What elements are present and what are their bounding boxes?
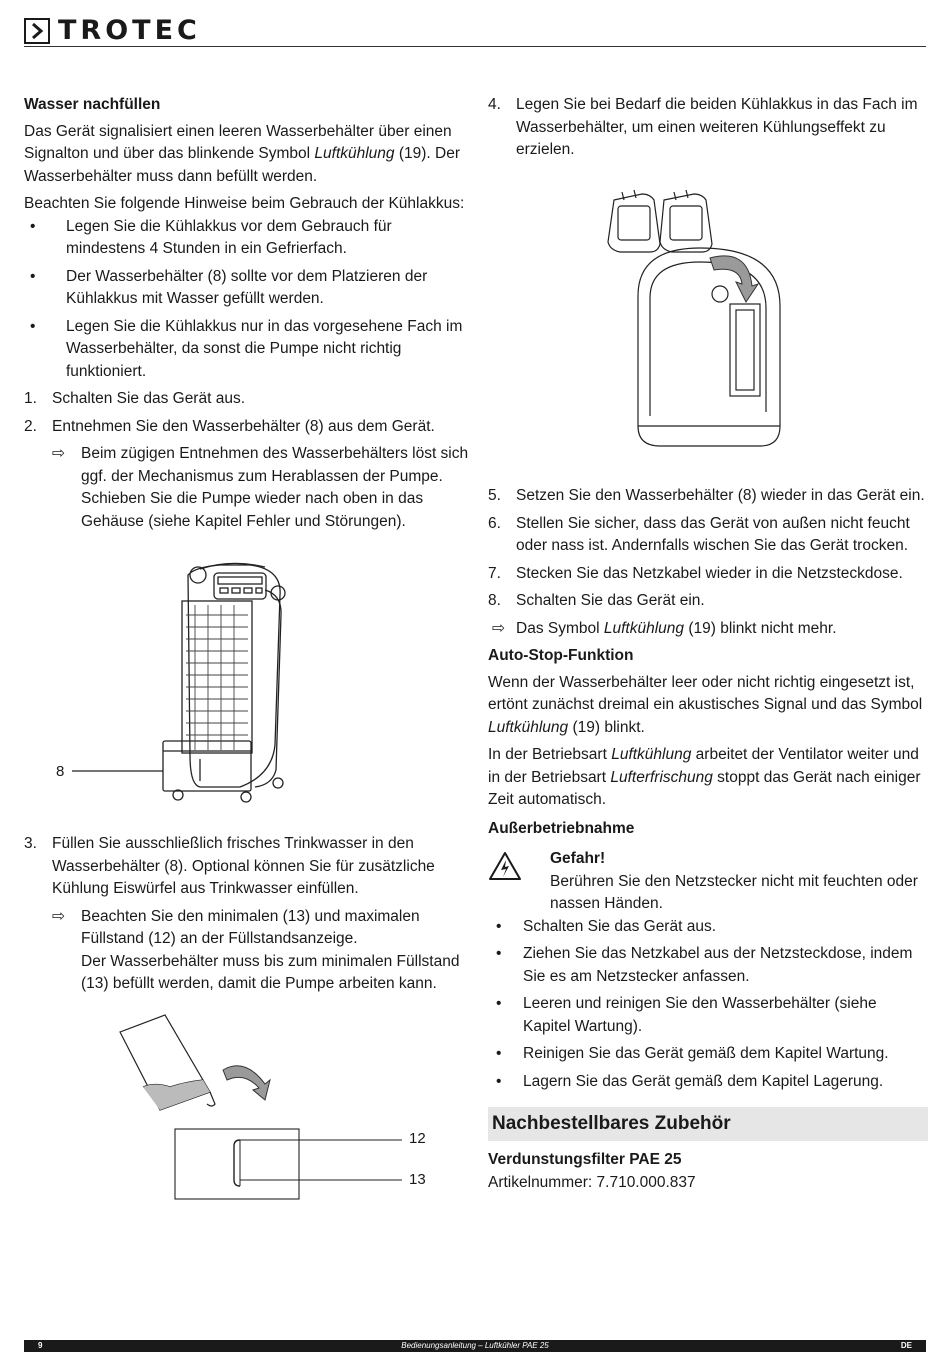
list-item: • Lagern Sie das Gerät gemäß dem Kapitel Lagerung.: [488, 1071, 928, 1094]
step-2: 2. Entnehmen Sie den Wasserbehälter (8) aus dem Gerät.: [24, 417, 435, 435]
bullet-icon: •: [30, 217, 36, 235]
language-code: DE: [900, 1341, 912, 1350]
coolpack-insertion-illustration: [600, 186, 790, 456]
bullet-icon: •: [30, 317, 36, 335]
step-6: 6. Stellen Sie sicher, dass das Gerät von außen nicht feucht oder nass ist. Andernfalls wischen Sie das Gerät trocken.: [488, 514, 910, 554]
danger-text: Berühren Sie den Netzstecker nicht mit feuchten oder nassen Händen.: [550, 872, 918, 912]
accessory-article-number: Artikelnummer: 7.710.000.837: [488, 1173, 696, 1191]
step-8-result: ⇨ Das Symbol Luftkühlung (19) blinkt nicht mehr.: [488, 618, 928, 641]
danger-title: Gefahr!: [550, 850, 606, 867]
bullet-icon: •: [496, 1045, 502, 1062]
figure-label-max-level: 12: [409, 1130, 426, 1147]
right-column-text: [488, 485, 928, 1194]
result-arrow-icon: ⇨: [492, 619, 505, 637]
step-7: 7. Stecken Sie das Netzkabel wieder in die Netzsteckdose.: [488, 564, 903, 582]
autostop-paragraph-2: In der Betriebsart Luftkühlung arbeitet der Ventilator weiter und in der Betriebsart Lufterfrischung stoppt das Gerät nach einiger Zeit automatisch.: [488, 746, 921, 808]
list-item: • Schalten Sie das Gerät aus.: [488, 916, 928, 939]
step-4: 4. Legen Sie bei Bedarf die beiden Kühlakkus in das Fach im Wasserbehälter, um einen weiteren Kühlungseffekt zu erzielen.: [488, 96, 918, 158]
step-3-note: Der Wasserbehälter muss bis zum minimalen Füllstand (13) befüllt werden, damit die Pumpe arbeiten kann.: [81, 952, 460, 992]
header-divider: [24, 46, 926, 47]
left-column-text: [24, 94, 469, 538]
left-column-step3: [24, 833, 469, 996]
figure-label-tank: 8: [56, 763, 65, 780]
right-column-step4: [488, 94, 928, 167]
autostop-paragraph-1: Wenn der Wasserbehälter leer oder nicht richtig eingesetzt ist, ertönt zunächst dreimal ein akustisches Signal und das Symbol Luftkühlung (19) blinkt.: [488, 673, 923, 736]
bullet-icon: •: [496, 917, 502, 935]
step-5: 5. Setzen Sie den Wasserbehälter (8) wieder in das Gerät ein.: [488, 487, 925, 504]
bullet-icon: •: [496, 945, 502, 962]
list-item: • Reinigen Sie das Gerät gemäß dem Kapitel Wartung.: [488, 1043, 928, 1066]
brand-name: TROTEC: [58, 15, 201, 46]
page-number: 9: [38, 1341, 43, 1350]
section-heading-autostop: Auto-Stop-Funktion: [488, 647, 634, 664]
brand-logo: [24, 14, 201, 48]
bullet-icon: •: [496, 995, 502, 1012]
result-arrow-icon: ⇨: [52, 907, 65, 925]
list-item: • Ziehen Sie das Netzkabel aus der Netzsteckdose, indem Sie es am Netzstecker anfassen.: [488, 943, 928, 988]
chevron-right-icon: [24, 18, 50, 44]
coolpack-hint-intro: Beachten Sie folgende Hinweise beim Gebrauch der Kühlakkus:: [24, 195, 465, 212]
list-item: • Legen Sie die Kühlakkus vor dem Gebrauch für mindestens 4 Stunden in ein Gefrierfach.: [24, 216, 469, 261]
page-footer: [24, 1340, 926, 1352]
water-level-indicator-illustration: [170, 1122, 410, 1204]
step-3-result: ⇨ Beachten Sie den minimalen (13) und maximalen Füllstand (12) an der Füllstandsanzeige.: [24, 906, 469, 951]
result-arrow-icon: ⇨: [52, 445, 65, 462]
accessory-name: Verdunstungsfilter PAE 25: [488, 1151, 682, 1168]
electric-hazard-icon: [488, 848, 550, 916]
list-item: • Der Wasserbehälter (8) sollte vor dem Platzieren der Kühlakkus mit Wasser gefüllt werden.: [24, 266, 469, 311]
figure-label-min-level: 13: [409, 1171, 426, 1188]
danger-warning: [488, 848, 928, 916]
bullet-icon: •: [30, 267, 36, 285]
section-heading-refill: Wasser nachfüllen: [24, 96, 161, 113]
step-1: 1. Schalten Sie das Gerät aus.: [24, 390, 246, 407]
step-8: 8. Schalten Sie das Gerät ein.: [488, 592, 705, 609]
section-heading-decommissioning: Außerbetriebnahme: [488, 819, 635, 837]
refill-intro: Das Gerät signalisiert einen leeren Wasserbehälter über einen Signalton und über das blinkende Symbol Luftkühlung (19). Der Wasserbehälter muss dann befüllt werden.: [24, 122, 461, 185]
bullet-icon: •: [496, 1072, 502, 1090]
air-cooler-illustration: [50, 555, 310, 810]
water-pouring-illustration: [115, 1012, 275, 1112]
footer-title: Bedienungsanleitung – Luftkühler PAE 25: [401, 1341, 549, 1350]
list-item: • Legen Sie die Kühlakkus nur in das vorgesehene Fach im Wasserbehälter, da sonst die Pumpe nicht richtig funktioniert.: [24, 316, 469, 384]
step-3: 3. Füllen Sie ausschließlich frisches Trinkwasser in den Wasserbehälter (8). Optional können Sie für zusätzliche Kühlung Eiswürfel aus Trinkwasser einfüllen.: [24, 835, 435, 897]
section-heading-accessories: Nachbestellbares Zubehör: [488, 1107, 928, 1141]
step-2-result: ⇨ Beim zügigen Entnehmen des Wasserbehälters löst sich ggf. der Mechanismus zum Herablassen der Pumpe. Schieben Sie die Pumpe wieder nach oben in das Gehäuse (siehe Kapitel Fehler und Störungen).: [24, 443, 469, 533]
list-item: • Leeren und reinigen Sie den Wasserbehälter (siehe Kapitel Wartung).: [488, 993, 928, 1038]
